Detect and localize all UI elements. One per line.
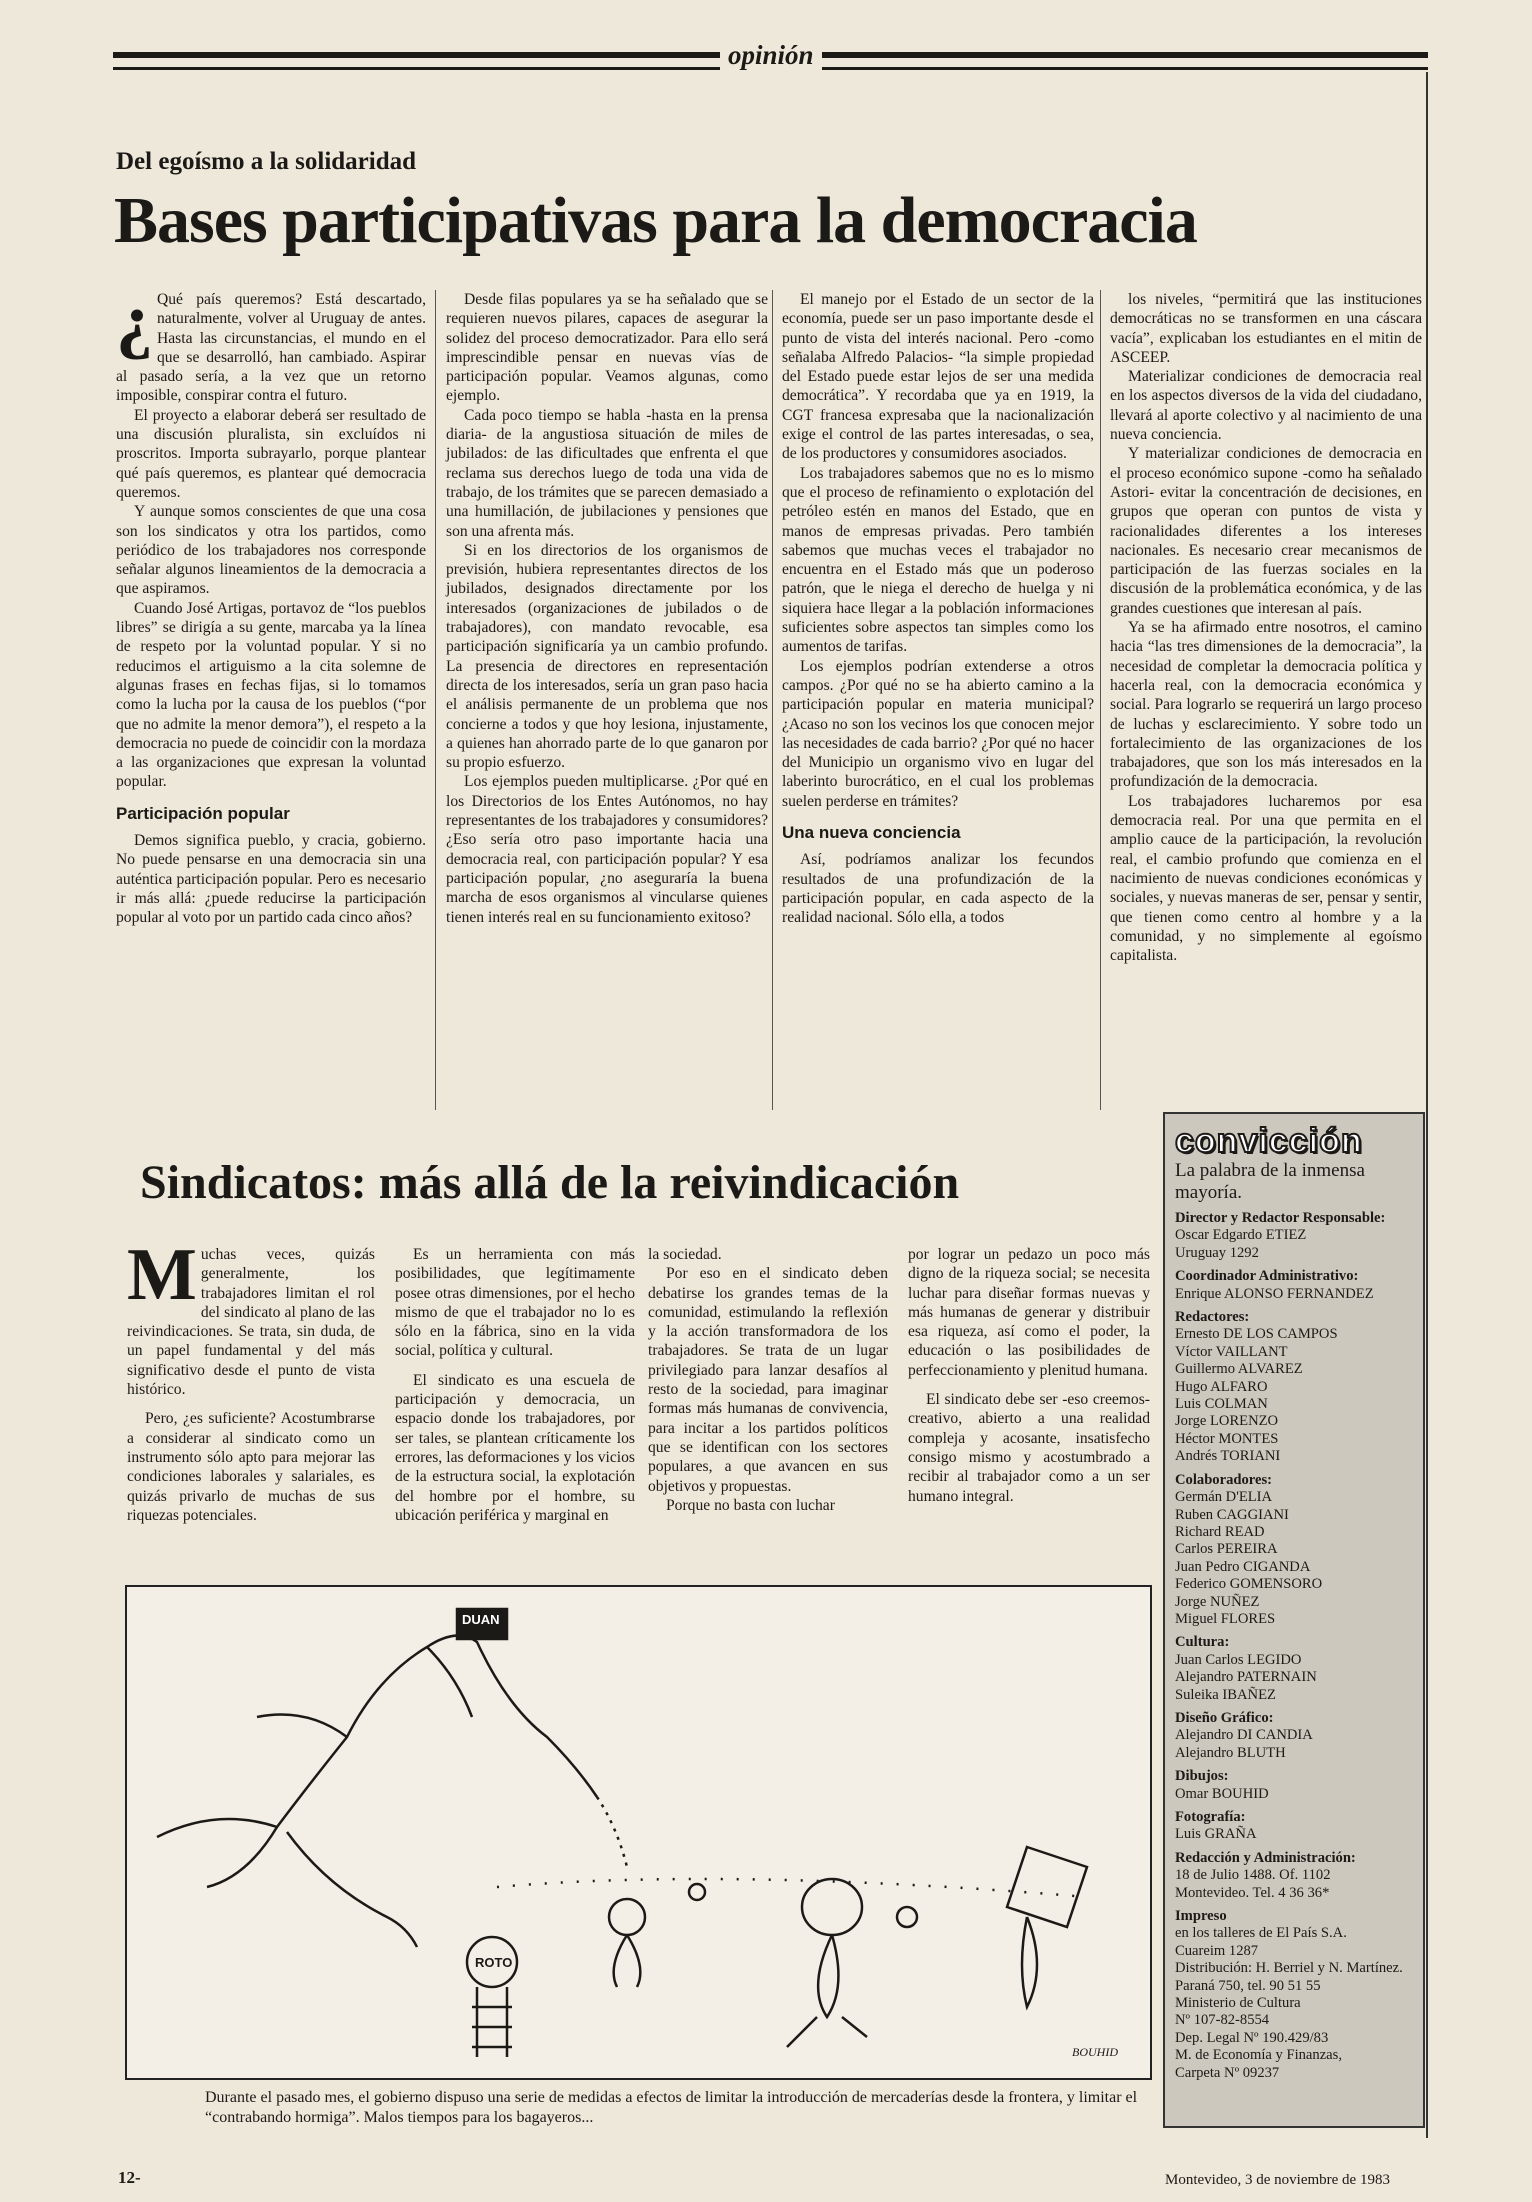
paragraph: Los trabajadores sabemos que no es lo mismo que el proceso de refinamiento o explotación del petróleo estén en manos del Estado, que en manos de empresas privadas. Pero también sabemos que muchas veces el trabajador no encuentra en el Estado más que un poderoso patrón, que le niega el derecho de huelga y ni siquiera hace llegar a la población informaciones suficientes sobre aspectos tan simples como los aumentos de tarifas.	[782, 464, 1094, 656]
staff-line: Omar BOUHID	[1175, 1785, 1269, 1802]
staff-line: Germán D'ELIA	[1175, 1489, 1273, 1506]
paragraph: uchas veces, quizás generalmente, los trabajadores limitan el rol del sindicato al plano de las reivindicaciones. Se trata, sin duda, de un papel fundamental y del más significativo desde el punto de vista histórico.	[127, 1246, 375, 1399]
subheading: Una nueva conciencia	[782, 823, 961, 843]
staff-line: Jorge LORENZO	[1175, 1413, 1279, 1430]
article2-column-3	[648, 1245, 888, 1515]
staff-line: Federico GOMENSORO	[1175, 1576, 1323, 1593]
column-rule	[1100, 290, 1101, 1110]
drop-cap: M	[127, 1234, 197, 1316]
article1-column-4	[1110, 290, 1422, 965]
subheading: Participación popular	[116, 803, 290, 823]
staff-line: Jorge NUÑEZ	[1175, 1593, 1260, 1610]
issue-date: Montevideo, 3 de noviembre de 1983	[1165, 2172, 1390, 2188]
article2-column-2	[395, 1245, 635, 1525]
staff-line: Nº 107-82-8554	[1175, 2012, 1270, 2029]
column-rule	[772, 290, 773, 1110]
staff-line: M. de Economía y Finanzas,	[1175, 2047, 1342, 2064]
paragraph: Qué país queremos? Está descartado, naturalmente, volver al Uruguay de antes. Hasta las circunstancias, el mundo en el que se desarrolló, han cambiado. Aspirar al pasado sería, a la vez que un retorno imposible, conspirar contra el futuro.	[116, 291, 426, 405]
staff-list	[1175, 1210, 1413, 2082]
staff-line: Alejandro PATERNAIN	[1175, 1669, 1317, 1686]
staff-line: Cuareim 1287	[1175, 1942, 1259, 1959]
staff-line: Luis GRAÑA	[1175, 1826, 1257, 1843]
paragraph: Pero, ¿es suficiente? Acostumbrarse a considerar al sindicato como un instrumento sólo apto para mejorar las condiciones laborales y salariales, es quizás privarlo de muchas de sus riquezas potenciales.	[127, 1410, 375, 1524]
staff-line: Ruben CAGGIANI	[1175, 1506, 1289, 1523]
paragraph: El sindicato es una escuela de participación y democracia, un espacio donde los trabajadores, por ser tales, se plantean críticamente los errores, las deformaciones y los vicios de la estructura social, la explotación del hombre por el hombre, su ubicación periférica y marginal en	[395, 1371, 635, 1524]
article-headline: Bases participativas para la democracia	[114, 184, 1197, 257]
paragraph: Demos significa pueblo, y cracia, gobierno. No puede pensarse en una democracia sin una auténtica participación popular. Pero es necesario ir más allá: ¿puede reducirse la participación popular al voto por un partido cada cinco años?	[116, 832, 426, 927]
paragraph: El manejo por el Estado de un sector de la economía, puede ser un paso importante desde el punto de vista del interés nacional. Pero -como señalaba Alfredo Palacios- “la simple propiedad del Estado puede estar lejos de ser una medida democrática”. Y recordaba que ya en 1919, la CGT francesa expresaba que la nacionalización exige el control de las partes interesadas, o sea, de los productores y consumidores asociados.	[782, 291, 1094, 463]
paragraph: Cuando José Artigas, portavoz de “los pueblos libres” se dirigía a su gente, marcaba ya la línea de respeto por la voluntad popular. Y si no reducimos el artiguismo a la cita solemne de algunas frases en fechas fijas, si lo tomamos como la lucha por la causa de los pueblos (“por que no admite la menor demora”), el respeto a la democracia no puede de coincidir con la mordaza a las organizaciones que expresan la voluntad popular.	[116, 599, 426, 791]
staff-line: Juan Carlos LEGIDO	[1175, 1651, 1302, 1668]
staff-line: Hugo ALFARO	[1175, 1378, 1268, 1395]
article1-column-3	[782, 290, 1094, 928]
article2-headline: Sindicatos: más allá de la reivindicación	[140, 1156, 960, 1209]
page-number: 12-	[118, 2168, 141, 2187]
paragraph: El proyecto a elaborar deberá ser resultado de una discusión pluralista, sin excluídos ni proscritos. Importa subrayarlo, porque plantear qué país queremos, es plantear qué democracia queremos.	[116, 406, 426, 501]
cartoon-illustration	[125, 1585, 1152, 2080]
staff-line: Guillermo ALVAREZ	[1175, 1361, 1303, 1378]
paragraph: Y materializar condiciones de democracia en el proceso económico supone -como ha señalado Astori- evitar la concentración de decisiones, en grupos que operan con puntos de vista y racionalidades diferentes a los intereses nacionales. Es necesario crear mecanismos de participación de las fuerzas sociales en la discusión de la problemática económica, y de las grandes cuestiones que interesan al país.	[1110, 445, 1422, 617]
staff-line: Montevideo. Tel. 4 36 36*	[1175, 1884, 1330, 1901]
staff-line: Juan Pedro CIGANDA	[1175, 1558, 1311, 1575]
section-label: opinión	[720, 40, 822, 71]
staff-line: Dep. Legal Nº 190.429/83	[1175, 2029, 1329, 2046]
staff-group-title: Diseño Gráfico:	[1175, 1709, 1274, 1726]
paragraph: por lograr un pedazo un poco más digno de la riqueza social; se necesita luchar para diseñar formas nuevas y más humanas de generar y distribuir esa riqueza, así como el poder, la educación o las posibilidades de perfeccionamiento y plenitud humana.	[908, 1246, 1150, 1379]
bag-label: ROTO	[475, 1955, 513, 1970]
staff-line: Víctor VAILLANT	[1175, 1343, 1288, 1360]
staff-group-title: Cultura:	[1175, 1634, 1230, 1651]
article2-column-1	[127, 1234, 375, 1525]
staff-group-title: Redacción y Administración:	[1175, 1849, 1356, 1866]
paragraph: Porque no basta con luchar	[666, 1496, 835, 1514]
tagline: La palabra de la inmensa mayoría.	[1175, 1160, 1365, 1203]
staff-line: Ernesto DE LOS CAMPOS	[1175, 1326, 1338, 1343]
staff-group-title: Dibujos:	[1175, 1768, 1229, 1785]
paragraph: El sindicato debe ser -eso creemos- creativo, abierto a una realidad compleja y acosante, insatisfecho consigo mismo y acostumbrado a recibir al trabajador como a un ser humano integral.	[908, 1391, 1150, 1505]
staff-line: en los talleres de El País S.A.	[1175, 1925, 1347, 1942]
staff-line: Alejandro BLUTH	[1175, 1744, 1286, 1761]
paragraph: Y aunque somos conscientes de que una cosa son los sindicatos y otra los partidos, como periódico de los trabajadores nos corresponde señalar algunos lineamientos de la democracia a que aspiramos.	[116, 503, 426, 598]
paragraph: Si en los directorios de los organismos de previsión, hubiera representantes directos de los jubilados, designados directamente por los interesados (organizaciones de jubilados o de trabajadores), con mandato revocable, esa participación significaría ya un cambio profundo. La presencia de directores en representación directa de los interesados, sería un gran paso hacia el análisis permanente de un problema que nos concierne a todos y que hoy lesiona, injustamente, a quienes han ahorrado parte de lo que ganaron por su propio esfuerzo.	[446, 541, 768, 772]
article1-column-1	[116, 279, 426, 928]
article-kicker: Del egoísmo a la solidaridad	[116, 148, 417, 175]
paragraph: Por eso en el sindicato deben debatirse los grandes temas de la comunidad, estimulando la reflexión y la acción transformadora de los trabajadores. Se trata de un lugar privilegiado para lanzar desafíos al resto de la sociedad, para imaginar formas más humanas de convivencia, para incitar a los partidos políticos que se identifican con los sectores populares, a que avancen en sus objetivos y propuestas.	[648, 1265, 888, 1495]
paragraph: Ya se ha afirmado entre nosotros, el camino hacia “las tres dimensiones de la democracia”, la necesidad de completar la democracia política y hacerla real, con la democracia económica y social. Para lograrlo se requerirá un largo proceso de luchas y esclarecimiento. Y sobre todo un fortalecimiento de las organizaciones de los trabajadores, que son los más interesados en la profundización de la democracia.	[1110, 619, 1422, 791]
paragraph: Materializar condiciones de democracia real en los aspectos diversos de la vida del ciudadano, llevará al aporte colectivo y al nacimiento de una nueva conciencia.	[1110, 368, 1422, 444]
masthead-box	[1163, 1112, 1425, 2128]
drop-cap: ¿	[116, 279, 153, 361]
staff-group-title: Coordinador Administrativo:	[1175, 1268, 1359, 1285]
publication-logo: convicción	[1175, 1122, 1363, 1160]
staff-line: Carpeta Nº 09237	[1175, 2064, 1280, 2081]
staff-line: Luis COLMAN	[1175, 1396, 1268, 1413]
staff-line: Uruguay 1292	[1175, 1244, 1259, 1261]
paragraph: Los trabajadores lucharemos por esa democracia real. Por una que permita en el amplio cauce de la participación, la revolución real, el cambio profundo que comienza en el nacimiento de nuevas condiciones económicas y sociales, y nuevas maneras de ser, pensar y sentir, que tienen como centro al hombre y a la comunidad, y no simplemente al egoísmo capitalista.	[1110, 792, 1422, 965]
article1-column-2	[446, 290, 768, 927]
staff-line: Oscar Edgardo ETIEZ	[1175, 1227, 1307, 1244]
cartoon-caption: Durante el pasado mes, el gobierno dispuso una serie de medidas a efectos de limitar la introducción de mercaderías desde la frontera, y limitar el “contrabando hormiga”. Malos tiempos para los bagayeros...	[205, 2089, 1138, 2126]
paragraph: la sociedad.	[648, 1246, 722, 1263]
staff-line: Ministerio de Cultura	[1175, 1995, 1301, 2012]
staff-line: Alejandro DI CANDIA	[1175, 1727, 1313, 1744]
column-rule	[435, 290, 436, 1110]
paragraph: Es un herramienta con más posibilidades, que legítimamente posee otras dimensiones, por el hecho mismo de que el trabajador no lo es sólo en la fábrica, sino en la vida social, política y cultural.	[395, 1246, 635, 1360]
article2-column-4	[908, 1245, 1150, 1506]
staff-line: Andrés TORIANI	[1175, 1448, 1281, 1465]
staff-line: Héctor MONTES	[1175, 1430, 1279, 1447]
staff-line: Enrique ALONSO FERNANDEZ	[1175, 1285, 1374, 1302]
paragraph: Los ejemplos pueden multiplicarse. ¿Por qué en los Directorios de los Entes Autónomos, no hay representantes de los trabajadores y consumidores? ¿Eso sería otro paso importante hacia una democracia real, con participación popular? Y esa participación popular, ¿no aseguraría la buena marcha de esos organismos al vincularse quienes tienen interés real en su funcionamiento exitoso?	[446, 773, 768, 926]
hat-label: DUAN	[462, 1612, 500, 1627]
staff-line: 18 de Julio 1488. Of. 1102	[1175, 1867, 1331, 1884]
staff-group-title: Impreso	[1175, 1908, 1227, 1925]
staff-line: Distribución: H. Berriel y N. Martínez. Paraná 750, tel. 90 51 55	[1175, 1960, 1403, 1994]
staff-group-title: Redactores:	[1175, 1309, 1250, 1326]
staff-line: Suleika IBAÑEZ	[1175, 1686, 1276, 1703]
staff-line: Miguel FLORES	[1175, 1610, 1276, 1627]
staff-line: Richard READ	[1175, 1523, 1265, 1540]
paragraph: Cada poco tiempo se habla -hasta en la prensa diaria- de la angustiosa situación de miles de jubilados: de las dificultades que enfrenta el que reclama sus derechos luego de toda una vida de trabajo, de los trámites que se parecen demasiado a una humillación, de jubilaciones y pensiones que son una afrenta más.	[446, 406, 768, 540]
staff-group-title: Director y Redactor Responsable:	[1175, 1210, 1386, 1226]
staff-group-title: Colaboradores:	[1175, 1471, 1273, 1488]
staff-group-title: Fotografía:	[1175, 1809, 1246, 1825]
paragraph: los niveles, “permitirá que las instituciones democráticas no se transformen en una cáscara vacía”, explicaban los estudiantes en el mitin de ASCEEP.	[1110, 291, 1422, 366]
staff-line: Carlos PEREIRA	[1175, 1541, 1278, 1558]
paragraph: Los ejemplos podrían extenderse a otros campos. ¿Por qué no se ha abierto camino a la participación popular en materia municipal? ¿Acaso no son los vecinos los que conocen mejor las necesidades de cada barrio? ¿Por qué no hacer del Municipio un organismo vivo en lugar del laberinto burocrático, en el cual los problemas suelen perderse en trámites?	[782, 657, 1094, 810]
artist-signature: BOUHID	[1072, 2045, 1118, 2059]
paragraph: Desde filas populares ya se ha señalado que se requieren nuevos pilares, capaces de asegurar la solidez del proceso democratizador. Para ello será imprescindible pensar en nuevas vías de participación popular. Veamos algunas, como ejemplo.	[446, 291, 768, 405]
paragraph: Así, podríamos analizar los fecundos resultados de una profundización de la participación popular, en cada aspecto de la realidad nacional. Sólo ella, a todos	[782, 851, 1094, 927]
